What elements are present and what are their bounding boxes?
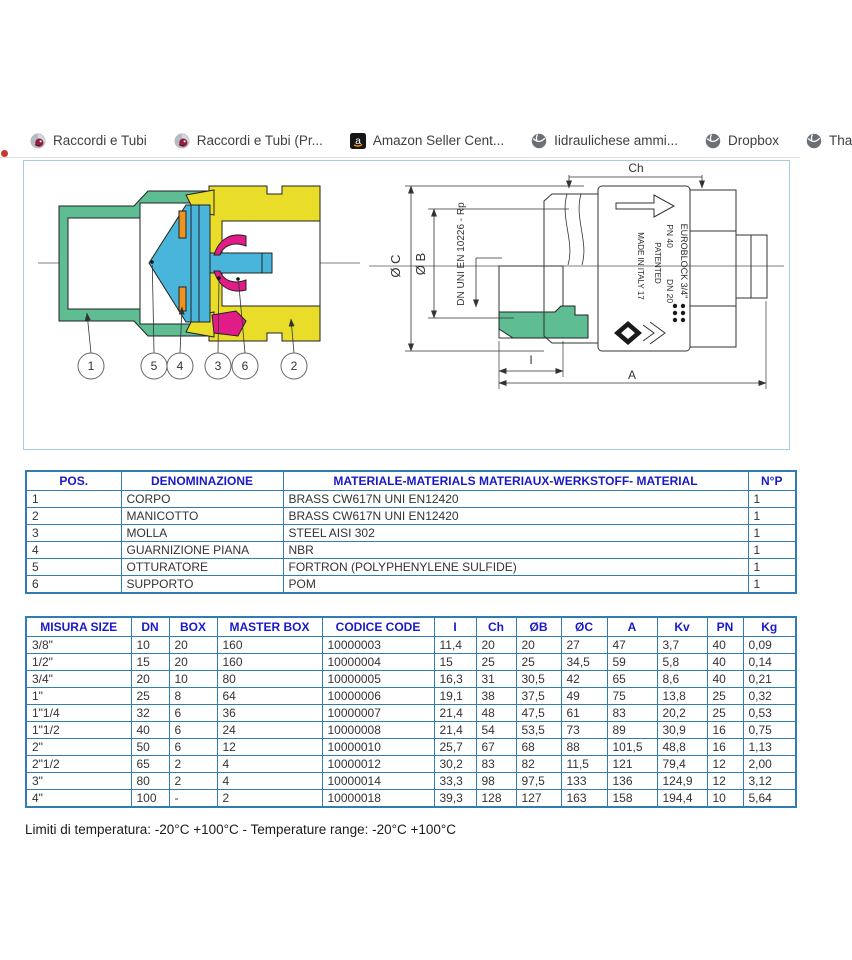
table-cell: 15 [434,654,476,671]
table-cell: 1 [748,491,796,508]
table-cell: 25 [707,688,743,705]
table-cell: 48 [476,705,516,722]
bookmark-label: Raccordi e Tubi [53,133,147,148]
table-cell: 20 [169,654,217,671]
table-cell: 27 [561,637,607,654]
column-header: MISURA SIZE [26,617,131,637]
table-cell: 0,75 [743,722,796,739]
table-cell: 10000012 [322,756,434,773]
body-marking-origin: MADE IN ITALY 17 [636,232,645,300]
table-cell: 10000018 [322,790,434,808]
table-cell: 1/2" [26,654,131,671]
red-dot-indicator [1,150,8,157]
table-row [26,576,796,594]
callout-2: 2 [290,359,298,373]
table-cell: 160 [217,637,322,654]
table-cell: 8 [169,688,217,705]
table-cell: 1 [748,508,796,525]
table-cell: 3,7 [657,637,707,654]
temperature-note: Limiti di temperatura: -20°C +100°C - Temperature range: -20°C +100°C [25,822,457,837]
table-row [26,739,796,756]
table-cell: 47 [607,637,657,654]
dim-label-diameter-c: Ø C [388,254,403,278]
table-cell: 40 [707,637,743,654]
table-cell: 54 [476,722,516,739]
table-cell: 59 [607,654,657,671]
table-cell: 25 [131,688,169,705]
table-cell: 88 [561,739,607,756]
table-cell: 0,32 [743,688,796,705]
table-cell: 24 [217,722,322,739]
table-cell: 194,4 [657,790,707,808]
table-cell: - [169,790,217,808]
dim-label-ch: Ch [628,161,644,175]
table-cell: 30,5 [516,671,561,688]
table-cell: 16,3 [434,671,476,688]
bookmark-item[interactable] [350,133,504,149]
table-cell: 0,14 [743,654,796,671]
table-cell: 12 [707,756,743,773]
column-header: CODICE CODE [322,617,434,637]
table-cell: 101,5 [607,739,657,756]
table-cell: 0,21 [743,671,796,688]
table-cell: 64 [217,688,322,705]
dim-label-a: A [627,368,637,382]
table-cell: 2"1/2 [26,756,131,773]
table-cell: 47,5 [516,705,561,722]
table-cell: 5,64 [743,790,796,808]
globe-icon [705,133,721,149]
body-marking-pn: PN 40 [665,224,675,248]
bookmark-item[interactable] [174,133,323,149]
table-cell: 50 [131,739,169,756]
table-cell: 1 [26,491,121,508]
table-cell: 19,1 [434,688,476,705]
table-cell: 32 [131,705,169,722]
bookmark-item[interactable] [531,133,678,149]
table-cell: 10000005 [322,671,434,688]
table-cell: 48,8 [657,739,707,756]
table-cell: FORTRON (POLYPHENYLENE SULFIDE) [283,559,748,576]
table-cell: BRASS CW617N UNI EN12420 [283,508,748,525]
column-header: Kv [657,617,707,637]
table-cell: 4 [26,542,121,559]
column-header: Kg [743,617,796,637]
table-cell: 2,00 [743,756,796,773]
header-row [26,617,796,637]
svg-text:a: a [354,134,361,147]
table-cell: 82 [516,756,561,773]
table-row [26,654,796,671]
dim-label-i: I [529,353,533,367]
bookmark-item[interactable] [705,133,779,149]
table-cell: 39,3 [434,790,476,808]
table-cell: 53,5 [516,722,561,739]
table-cell: 21,4 [434,722,476,739]
table-cell: POM [283,576,748,594]
table-cell: 31 [476,671,516,688]
table-row [26,491,796,508]
table-cell: 83 [476,756,516,773]
bookmark-item[interactable] [30,133,147,149]
table-cell: OTTURATORE [121,559,283,576]
column-header: N°P [748,471,796,491]
column-header: I [434,617,476,637]
bookmarks-bar [0,124,852,158]
table-cell: 163 [561,790,607,808]
bookmark-label: Tha [829,133,852,148]
table-cell: 33,3 [434,773,476,790]
table-cell: 4" [26,790,131,808]
table-cell: 42 [561,671,607,688]
table-cell: 16 [707,722,743,739]
globe-icon [806,133,822,149]
table-cell: MANICOTTO [121,508,283,525]
table-cell: 1 [748,576,796,594]
table-cell: MOLLA [121,525,283,542]
table-cell: 37,5 [516,688,561,705]
column-header: DN [131,617,169,637]
table-cell: 2 [169,773,217,790]
prestashop-icon [30,133,46,149]
table-cell: 10 [169,671,217,688]
bookmark-item[interactable] [806,133,852,149]
drawing-panel [23,160,790,450]
flow-arrow-icon [616,195,674,217]
table-cell: 11,5 [561,756,607,773]
column-header: MASTER BOX [217,617,322,637]
table-cell: 10000004 [322,654,434,671]
table-cell: 49 [561,688,607,705]
table-cell: 128 [476,790,516,808]
table-cell: 40 [131,722,169,739]
table-cell: 6 [169,722,217,739]
table-cell: NBR [283,542,748,559]
table-cell: 12 [217,739,322,756]
column-header: MATERIALE-MATERIALS MATERIAUX-WERKSTOFF- MATERIAL [283,471,748,491]
column-header: DENOMINAZIONE [121,471,283,491]
table-row [26,790,796,808]
table-row [26,542,796,559]
table-cell: 25 [707,705,743,722]
prestashop-icon [174,133,190,149]
dim-label-diameter-b: Ø B [413,252,428,276]
column-header: ØB [516,617,561,637]
bookmark-label: Dropbox [727,133,779,148]
table-cell: 38 [476,688,516,705]
table-row [26,508,796,525]
table-cell: 68 [516,739,561,756]
column-header: ØC [561,617,607,637]
part-callouts [78,353,307,379]
table-cell: 83 [607,705,657,722]
table-row [26,773,796,790]
table-cell: 75 [607,688,657,705]
table-cell: 98 [476,773,516,790]
technical-drawing [24,161,789,449]
table-cell: 10000008 [322,722,434,739]
callout-6: 6 [241,359,249,373]
table-cell: 73 [561,722,607,739]
table-cell: 20 [131,671,169,688]
table-cell: 10 [707,790,743,808]
column-header: BOX [169,617,217,637]
table-cell: 25 [476,654,516,671]
valve-cross-section [38,186,360,379]
bookmark-label: Amazon Seller Cent... [372,133,505,148]
dim-label-thread-spec: DN UNI EN 10226 - Rp [456,202,467,306]
table-cell: 80 [217,671,322,688]
table-cell: 20,2 [657,705,707,722]
table-row [26,722,796,739]
table-cell: 10000014 [322,773,434,790]
table-cell: 136 [607,773,657,790]
table-cell: 1"1/2 [26,722,131,739]
table-cell: 5 [26,559,121,576]
table-cell: 4 [217,773,322,790]
table-cell: 80 [131,773,169,790]
table-cell: 65 [607,671,657,688]
table-cell: CORPO [121,491,283,508]
table-row [26,756,796,773]
table-cell: 89 [607,722,657,739]
table-cell: 11,4 [434,637,476,654]
table-cell: 1 [748,559,796,576]
table-cell: 10000007 [322,705,434,722]
bookmark-label: Raccordi e Tubi (Pr... [196,133,323,148]
table-cell: 121 [607,756,657,773]
column-header: A [607,617,657,637]
table-cell: 3 [26,525,121,542]
body-marking-brand: EUROBLOCK 3/4" [679,223,689,299]
table-cell: 1"1/4 [26,705,131,722]
table-cell: 67 [476,739,516,756]
table-cell: 61 [561,705,607,722]
manufacturer-logo-icon [614,304,685,345]
table-cell: 3/4" [26,671,131,688]
table-cell: 5,8 [657,654,707,671]
column-header: Ch [476,617,516,637]
table-cell: 40 [707,654,743,671]
table-cell: 2 [169,756,217,773]
column-header: POS. [26,471,121,491]
table-cell: 3" [26,773,131,790]
table-cell: 1,13 [743,739,796,756]
table-row [26,671,796,688]
table-cell: 1 [748,542,796,559]
globe-icon [531,133,547,149]
table-row [26,637,796,654]
table-cell: 2" [26,739,131,756]
callout-1: 1 [87,359,95,373]
table-cell: 10000010 [322,739,434,756]
table-cell: 12 [707,773,743,790]
table-cell: 8,6 [657,671,707,688]
table-cell: 160 [217,654,322,671]
table-cell: 1" [26,688,131,705]
table-cell: 20 [169,637,217,654]
valve-dimension-drawing [369,175,784,389]
table-cell: STEEL AISI 302 [283,525,748,542]
table-cell: 2 [26,508,121,525]
table-cell: 30,9 [657,722,707,739]
table-cell: GUARNIZIONE PIANA [121,542,283,559]
table-cell: 4 [217,756,322,773]
body-marking-dn: DN 20 [665,278,675,304]
callout-5: 5 [150,359,158,373]
table-cell: 158 [607,790,657,808]
table-cell: BRASS CW617N UNI EN12420 [283,491,748,508]
table-cell: 0,53 [743,705,796,722]
table-cell: SUPPORTO [121,576,283,594]
table-cell: 16 [707,739,743,756]
table-row [26,525,796,542]
table-cell: 127 [516,790,561,808]
table-cell: 6 [169,739,217,756]
header-row [26,471,796,491]
bookmark-label: Iidraulichese ammi... [554,133,678,148]
body-marking-patented: PATENTED [653,242,662,284]
table-cell: 21,4 [434,705,476,722]
column-header: PN [707,617,743,637]
amazon-icon [350,133,366,149]
table-cell: 10000006 [322,688,434,705]
table-cell: 34,5 [561,654,607,671]
table-cell: 1 [748,525,796,542]
table-cell: 10000003 [322,637,434,654]
table-cell: 20 [476,637,516,654]
table-row [26,688,796,705]
materials-table [25,470,797,594]
table-cell: 3/8" [26,637,131,654]
table-cell: 100 [131,790,169,808]
table-cell: 79,4 [657,756,707,773]
table-cell: 6 [26,576,121,594]
table-row [26,559,796,576]
table-cell: 124,9 [657,773,707,790]
table-cell: 10 [131,637,169,654]
table-cell: 65 [131,756,169,773]
table-cell: 97,5 [516,773,561,790]
callout-4: 4 [176,359,184,373]
table-cell: 13,8 [657,688,707,705]
table-row [26,705,796,722]
table-cell: 25 [516,654,561,671]
table-cell: 36 [217,705,322,722]
callout-3: 3 [214,359,222,373]
table-cell: 2 [217,790,322,808]
table-cell: 40 [707,671,743,688]
table-cell: 20 [516,637,561,654]
sizes-table [25,616,797,808]
table-cell: 15 [131,654,169,671]
table-cell: 0,09 [743,637,796,654]
table-cell: 133 [561,773,607,790]
table-cell: 25,7 [434,739,476,756]
table-cell: 3,12 [743,773,796,790]
table-cell: 6 [169,705,217,722]
table-cell: 30,2 [434,756,476,773]
